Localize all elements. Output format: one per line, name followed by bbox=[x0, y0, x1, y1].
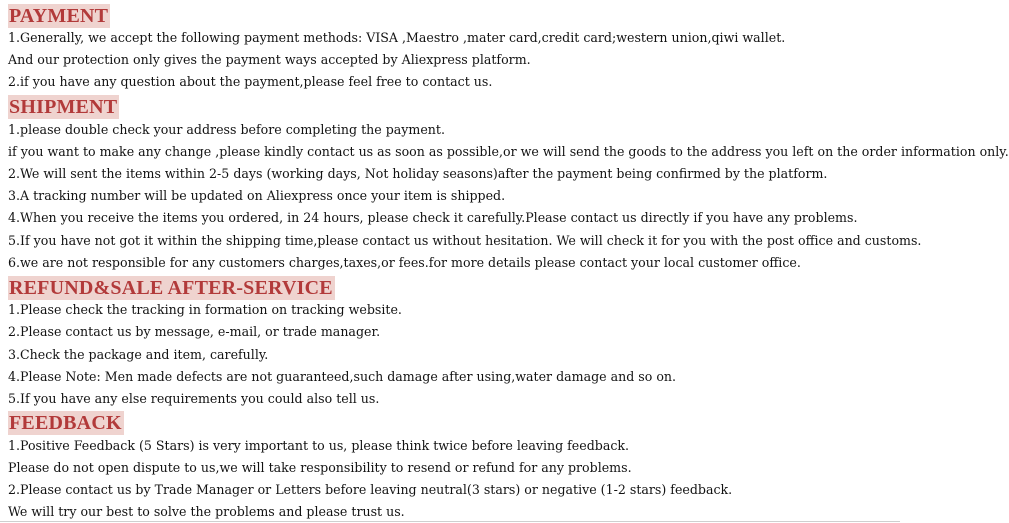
shipment-line-3: 2.We will sent the items within 2-5 days (working days, Not holiday seasons)after the payment being confirmed by the platform. bbox=[8, 166, 828, 181]
refund-line-3: 3.Check the package and item, carefully. bbox=[8, 347, 269, 362]
shipment-line-2: if you want to make any change ,please kindly contact us as soon as possible,or we will send the goods to the address you left on the order information only. bbox=[8, 144, 1009, 159]
bottom-divider bbox=[0, 521, 900, 522]
feedback-line-3: 2.Please contact us by Trade Manager or Letters before leaving neutral(3 stars) or negative (1-2 stars) feedback. bbox=[8, 482, 733, 497]
refund-heading: REFUND&SALE AFTER-SERVICE bbox=[9, 277, 333, 299]
shipment-line-1: 1.please double check your address before completing the payment. bbox=[8, 122, 445, 137]
payment-line-1: 1.Generally, we accept the following payment methods: VISA ,Maestro ,mater card,credit card;western union,qiwi wallet. bbox=[8, 30, 786, 45]
shipment-line-4: 3.A tracking number will be updated on Aliexpress once your item is shipped. bbox=[8, 188, 506, 203]
payment-heading: PAYMENT bbox=[9, 5, 109, 27]
shipment-line-5: 4.When you receive the items you ordered, in 24 hours, please check it carefully.Please contact us directly if you have any problems. bbox=[8, 210, 858, 225]
feedback-line-4: We will try our best to solve the problems and please trust us. bbox=[8, 504, 405, 519]
shipment-heading: SHIPMENT bbox=[9, 96, 118, 118]
refund-line-5: 5.If you have any else requirements you could also tell us. bbox=[8, 391, 380, 406]
refund-line-1: 1.Please check the tracking in formation on tracking website. bbox=[8, 302, 402, 317]
shipment-line-7: 6.we are not responsible for any customers charges,taxes,or fees.for more details please contact your local customer office. bbox=[8, 255, 801, 270]
shipment-line-6: 5.If you have not got it within the shipping time,please contact us without hesitation. We will check it for you with the post office and customs. bbox=[8, 233, 922, 248]
feedback-heading: FEEDBACK bbox=[9, 412, 122, 434]
feedback-line-1: 1.Positive Feedback (5 Stars) is very important to us, please think twice before leaving feedback. bbox=[8, 438, 630, 453]
payment-line-3: 2.if you have any question about the payment,please feel free to contact us. bbox=[8, 74, 493, 89]
payment-line-2: And our protection only gives the payment ways accepted by Aliexpress platform. bbox=[8, 52, 531, 67]
refund-line-2: 2.Please contact us by message, e-mail, or trade manager. bbox=[8, 324, 381, 339]
refund-line-4: 4.Please Note: Men made defects are not guaranteed,such damage after using,water damage and so on. bbox=[8, 369, 677, 384]
feedback-line-2: Please do not open dispute to us,we will take responsibility to resend or refund for any problems. bbox=[8, 460, 632, 475]
